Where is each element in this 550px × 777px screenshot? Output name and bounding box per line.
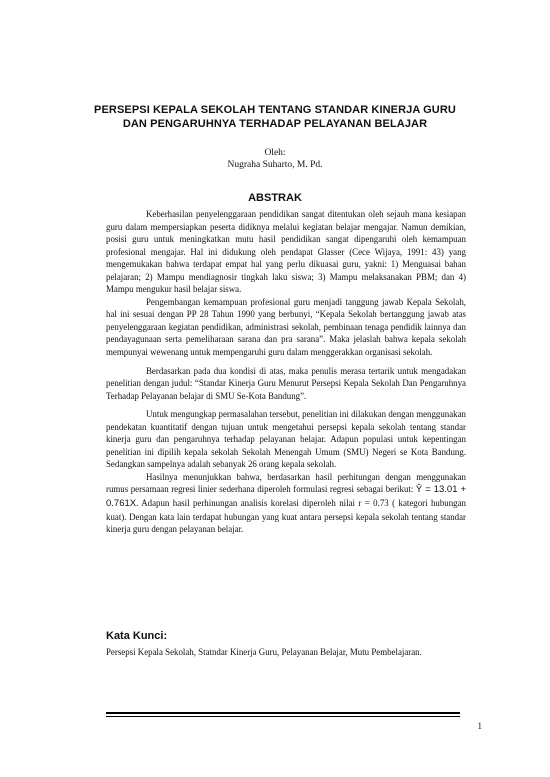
paper-title-line-2: DAN PENGARUHNYA TERHADAP PELAYANAN BELAJAR: [122, 118, 428, 130]
keywords-text: Persepsi Kepala Sekolah, Statndar Kinerja Guru, Pelayanan Belajar, Mutu Pembelajaran.: [106, 647, 422, 657]
author-block: [60, 147, 490, 171]
page-number: 1: [477, 721, 482, 731]
abstract-paragraph-1: Keberhasilan penyelenggaraan pendidikan sangat ditentukan oleh sejauh mana kesiapan guru dalam mempersiapkan peserta didiknya melalui kegiatan belajar mengajar. Namun demikian, posisi guru untuk meningkatkan mutu hasil pendidikan sangat dipengaruhi oleh kemampuan profesional mengajar. Hal ini didukung oleh pendapat Glasser (Cece Wijaya, 1991: 43) yang mengemukakan bahwa terdapat empat hal yang perlu dikuasai guru, yakni: 1) Menguasai bahan pelajaran; 2) Mampu mendiagnosir tingkah laku siswa; 3) Mampu melaksanakan PBM; dan 4) Mampu mengukur hasil belajar siswa.: [106, 209, 466, 295]
footer-rule-thin: [106, 716, 460, 717]
abstract-paragraph-4: Untuk mengungkap permasalahan tersebut, penelitian ini dilakukan dengan menggunakan pendekatan kuantitatif dengan tujuan untuk mengetahui persepsi kepala sekolah tentang standar kinerja guru dan pengaruhnya terhadap pelayanan belajar. Adapun populasi untuk kepentingan penelitian ini dipilih kepala sekolah Sekolah Menengah Umum (SMU) Negeri se Kota Bandung. Sedangkan sampelnya adalah sebanyak 26 orang kepala sekolah.: [106, 409, 466, 470]
paper-title-line-1: PERSEPSI KEPALA SEKOLAH TENTANG STANDAR KINERJA GURU: [94, 104, 456, 116]
author-by-label: Oleh:: [264, 148, 286, 158]
paper-title: [60, 103, 490, 131]
keywords-heading: Kata Kunci:: [106, 630, 168, 642]
regression-formula: Ŷ = 13.01 + 0.761X: [106, 484, 467, 510]
abstract-heading: ABSTRAK: [248, 192, 302, 204]
abstract-paragraph-2: Pengembangan kemampuan profesional guru menjadi tanggung jawab Kepala Sekolah, hal ini sesuai dengan PP 28 Tahun 1990 yang berbunyi, “Kepala Sekolah bertanggung jawab atas penyelenggaraan kegiatan pendidikan, administrasi sekolah, pembinaan tenaga pendidik lainnya dan pendayagunaan serta pemeliharaan sarana dan pra sarana”. Maka jelaslah bahwa kepala sekolah mempunyai wewenang untuk mempengaruhi guru dalam menggerakkan organisasi sekolah.: [106, 296, 466, 358]
results-text-after-formula: . Adapun hasil perhinungan analisis korelasi diperoleh nilai r = 0.73 ( kategori hubungan kuat). Dengan kata lain terdapat hubungan yang kuat antara persepsi kepala sekolah tentang standar kinerja guru dengan pelayanan belajar.: [106, 498, 466, 535]
abstract-paragraph-5: [106, 471, 466, 536]
abstract-body: [106, 208, 466, 536]
author-name: Nugraha Suharto, M. Pd.: [227, 160, 323, 170]
abstract-paragraph-3: Berdasarkan pada dua kondisi di atas, maka penulis merasa tertarik untuk mengadakan penelitian dengan judul: “Standar Kinerja Guru Menurut Persepsi Kepala Sekolah Dan Pengaruhnya Terhadap Pelayanan belajar di SMU Se-Kota Bandung”.: [106, 365, 466, 401]
footer-rule-thick: [106, 712, 460, 714]
results-text-before-formula: Hasilnya menunjukkan bahwa, berdasarkan hasil perhitungan dengan menggunakan rumus persamaan regresi linier sederhana diperoleh formulasi regresi sebagai berikut:: [106, 471, 466, 495]
